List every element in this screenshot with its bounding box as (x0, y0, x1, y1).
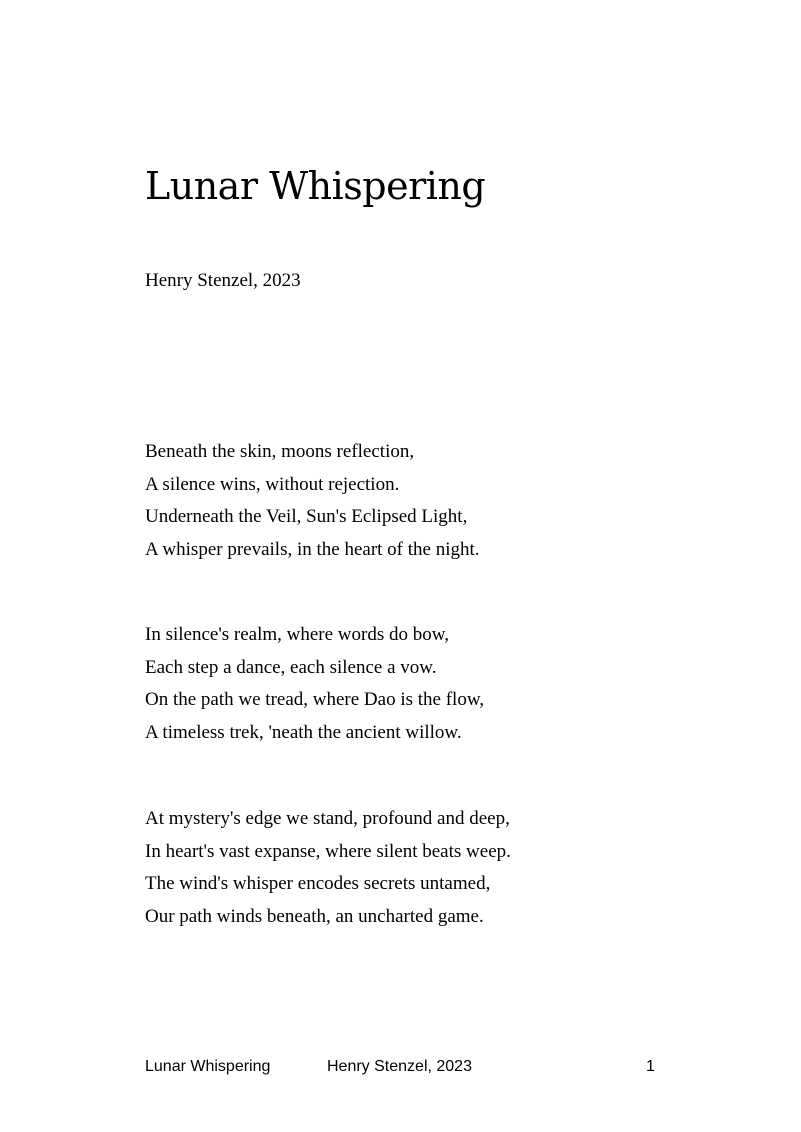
footer-title: Lunar Whispering (145, 1058, 271, 1075)
stanza-line: In heart's vast expanse, where silent beats weep. (145, 840, 511, 862)
stanza-line: A timeless trek, 'neath the ancient willow. (145, 721, 462, 743)
stanza-3 (145, 803, 511, 933)
stanza-1 (145, 436, 480, 566)
stanza-2 (145, 619, 484, 749)
stanza-line: Beneath the skin, moons reflection, (145, 441, 415, 462)
poem-title: Lunar Whispering (145, 164, 486, 208)
stanza-line: The wind's whisper encodes secrets untamed, (145, 873, 491, 895)
stanza-line: Our path winds beneath, an uncharted game. (145, 905, 484, 927)
stanza-line: A silence wins, without rejection. (145, 473, 400, 495)
stanza-line: On the path we tread, where Dao is the flow, (145, 689, 485, 711)
stanza-line: At mystery's edge we stand, profound and deep, (145, 808, 510, 829)
stanza-line: A whisper prevails, in the heart of the night. (145, 538, 480, 560)
footer-author: Henry Stenzel, 2023 (327, 1058, 472, 1075)
stanza-line: Underneath the Veil, Sun's Eclipsed Light, (145, 506, 468, 528)
page-number: 1 (646, 1058, 655, 1075)
stanza-line: Each step a dance, each silence a vow. (145, 656, 437, 678)
stanza-line: In silence's realm, where words do bow, (145, 624, 449, 645)
poem-byline: Henry Stenzel, 2023 (145, 270, 301, 291)
